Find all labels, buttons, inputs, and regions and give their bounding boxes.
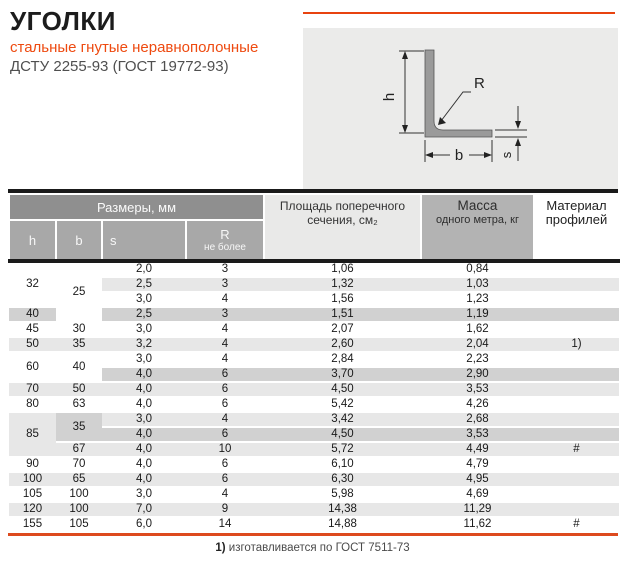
cell-area: 14,88	[264, 517, 421, 532]
page-subtitle: стальные гнутые неравнополочные	[10, 38, 259, 56]
col-header-area-line2: сечения, см₂	[307, 213, 378, 227]
dim-label-s: s	[499, 151, 514, 159]
cell-r: 4	[186, 337, 264, 352]
cell-b: 35	[56, 412, 102, 442]
cell-area: 2,84	[264, 352, 421, 367]
cell-h: 32	[9, 261, 56, 307]
cell-b: 105	[56, 517, 102, 532]
cell-s: 7,0	[102, 502, 186, 517]
cell-area: 5,98	[264, 487, 421, 502]
cell-area: 5,72	[264, 442, 421, 457]
angle-profile-svg	[303, 28, 618, 189]
cell-material	[534, 397, 619, 412]
table-row	[9, 382, 619, 397]
cell-mass: 3,53	[421, 382, 534, 397]
footnote-marker: 1)	[215, 542, 226, 554]
table-row	[9, 352, 619, 367]
cell-s: 4,0	[102, 367, 186, 382]
cell-area: 2,60	[264, 337, 421, 352]
cell-b: 25	[56, 261, 102, 322]
cell-r: 6	[186, 472, 264, 487]
cell-h: 105	[9, 487, 56, 502]
col-header-area	[264, 194, 421, 261]
cell-material	[534, 487, 619, 502]
cell-r: 6	[186, 457, 264, 472]
col-header-mass-line2: одного метра, кг	[436, 214, 519, 226]
angles-table-body	[9, 261, 619, 532]
cell-s: 4,0	[102, 397, 186, 412]
cell-area: 3,42	[264, 412, 421, 427]
cell-r: 4	[186, 412, 264, 427]
table-row	[9, 457, 619, 472]
cell-s: 6,0	[102, 517, 186, 532]
cell-s: 3,0	[102, 292, 186, 307]
footnote-text: изготавливается по ГОСТ 7511-73	[225, 542, 410, 554]
col-header-mass-line1: Масса	[457, 198, 498, 213]
cell-material	[534, 502, 619, 517]
table-row	[9, 397, 619, 412]
cell-area: 4,50	[264, 427, 421, 442]
cell-area: 2,07	[264, 322, 421, 337]
cell-r: 3	[186, 261, 264, 277]
cell-s: 3,0	[102, 487, 186, 502]
cell-s: 4,0	[102, 382, 186, 397]
cell-r: 9	[186, 502, 264, 517]
cell-s: 3,0	[102, 322, 186, 337]
standard-reference: ДСТУ 2255-93 (ГОСТ 19772-93)	[10, 57, 229, 75]
cell-area: 4,50	[264, 382, 421, 397]
cell-r: 6	[186, 382, 264, 397]
cell-area: 6,10	[264, 457, 421, 472]
cell-h: 155	[9, 517, 56, 532]
table-row	[9, 502, 619, 517]
cell-mass: 4,49	[421, 442, 534, 457]
cell-h: 85	[9, 412, 56, 457]
footnote	[0, 542, 625, 554]
cell-area: 14,38	[264, 502, 421, 517]
cell-s: 4,0	[102, 457, 186, 472]
table-row	[9, 337, 619, 352]
cell-b: 67	[56, 442, 102, 457]
cell-material	[534, 457, 619, 472]
cell-r: 4	[186, 292, 264, 307]
cell-r: 6	[186, 397, 264, 412]
dim-label-h: h	[381, 92, 398, 102]
cell-mass: 1,23	[421, 292, 534, 307]
cell-material	[534, 277, 619, 292]
angles-table	[8, 193, 620, 533]
angles-table-wrap	[8, 189, 618, 536]
cell-mass: 1,62	[421, 322, 534, 337]
col-group-dimensions: Размеры, мм	[9, 194, 264, 220]
col-header-h: h	[9, 220, 56, 261]
cell-area: 1,51	[264, 307, 421, 322]
cell-s: 2,5	[102, 277, 186, 292]
cell-b: 70	[56, 457, 102, 472]
cell-s: 4,0	[102, 472, 186, 487]
cell-material	[534, 472, 619, 487]
table-row	[9, 261, 619, 277]
cell-r: 4	[186, 352, 264, 367]
cell-material	[534, 352, 619, 367]
cell-mass: 4,69	[421, 487, 534, 502]
cell-mass: 4,26	[421, 397, 534, 412]
cell-h: 45	[9, 322, 56, 337]
cell-b: 63	[56, 397, 102, 412]
dimension-lines	[399, 51, 527, 162]
cell-s: 3,0	[102, 412, 186, 427]
cell-s: 4,0	[102, 427, 186, 442]
cell-material	[534, 367, 619, 382]
cell-h: 120	[9, 502, 56, 517]
cell-mass: 0,84	[421, 261, 534, 277]
cell-h: 70	[9, 382, 56, 397]
table-row	[9, 322, 619, 337]
cell-material	[534, 322, 619, 337]
col-header-r	[186, 220, 264, 261]
cell-b: 50	[56, 382, 102, 397]
cell-mass: 1,19	[421, 307, 534, 322]
table-row	[9, 442, 619, 457]
cell-b: 100	[56, 502, 102, 517]
cell-area: 1,56	[264, 292, 421, 307]
cell-r: 6	[186, 427, 264, 442]
cell-r: 14	[186, 517, 264, 532]
cell-mass: 2,23	[421, 352, 534, 367]
cell-material	[534, 412, 619, 427]
cell-area: 1,32	[264, 277, 421, 292]
cell-mass: 2,04	[421, 337, 534, 352]
cell-area: 1,06	[264, 261, 421, 277]
cell-material: #	[534, 442, 619, 457]
cell-r: 6	[186, 367, 264, 382]
col-header-r-line1: R	[220, 226, 230, 242]
cell-h: 100	[9, 472, 56, 487]
cell-r: 3	[186, 307, 264, 322]
cell-mass: 4,95	[421, 472, 534, 487]
cell-mass: 11,29	[421, 502, 534, 517]
cell-area: 3,70	[264, 367, 421, 382]
page-title: УГОЛКИ	[10, 6, 116, 36]
dim-label-R: R	[474, 75, 485, 92]
col-header-mass	[421, 194, 534, 261]
cell-material: 1)	[534, 337, 619, 352]
accent-divider	[303, 12, 615, 14]
dim-label-b: b	[454, 147, 464, 164]
col-header-material-line1: Материал	[546, 198, 607, 213]
table-row	[9, 517, 619, 532]
cell-material	[534, 382, 619, 397]
cell-mass: 1,03	[421, 277, 534, 292]
cell-h: 90	[9, 457, 56, 472]
cell-mass: 11,62	[421, 517, 534, 532]
cell-b: 100	[56, 487, 102, 502]
col-header-s: s	[102, 220, 186, 261]
cell-s: 3,0	[102, 352, 186, 367]
page-header	[0, 0, 625, 189]
angle-shape	[425, 50, 492, 137]
col-header-r-line2: не более	[204, 241, 246, 253]
cell-r: 4	[186, 487, 264, 502]
cell-s: 2,0	[102, 261, 186, 277]
cell-r: 3	[186, 277, 264, 292]
cell-b: 65	[56, 472, 102, 487]
table-row	[9, 487, 619, 502]
cell-h: 40	[9, 307, 56, 322]
cell-h: 80	[9, 397, 56, 412]
col-header-material	[534, 194, 619, 261]
cell-material: #	[534, 517, 619, 532]
cell-mass: 3,53	[421, 427, 534, 442]
cell-h: 50	[9, 337, 56, 352]
table-row	[9, 472, 619, 487]
cell-b: 35	[56, 337, 102, 352]
cell-mass: 2,68	[421, 412, 534, 427]
title-block	[10, 7, 258, 75]
col-header-area-line1: Площадь поперечного	[279, 199, 406, 213]
cell-mass: 4,79	[421, 457, 534, 472]
cell-material	[534, 427, 619, 442]
cell-mass: 2,90	[421, 367, 534, 382]
cell-h: 60	[9, 352, 56, 382]
cell-r: 10	[186, 442, 264, 457]
cell-b: 40	[56, 352, 102, 382]
cell-material	[534, 261, 619, 277]
col-header-b: b	[56, 220, 102, 261]
col-header-material-line2: профилей	[545, 212, 608, 227]
cell-r: 4	[186, 322, 264, 337]
cell-s: 3,2	[102, 337, 186, 352]
dimension-arrows	[402, 51, 521, 158]
cell-b: 30	[56, 322, 102, 337]
table-row	[9, 412, 619, 427]
cell-s: 4,0	[102, 442, 186, 457]
angle-profile-diagram	[303, 28, 618, 189]
cell-s: 2,5	[102, 307, 186, 322]
cell-area: 6,30	[264, 472, 421, 487]
cell-area: 5,42	[264, 397, 421, 412]
cell-material	[534, 307, 619, 322]
cell-material	[534, 292, 619, 307]
